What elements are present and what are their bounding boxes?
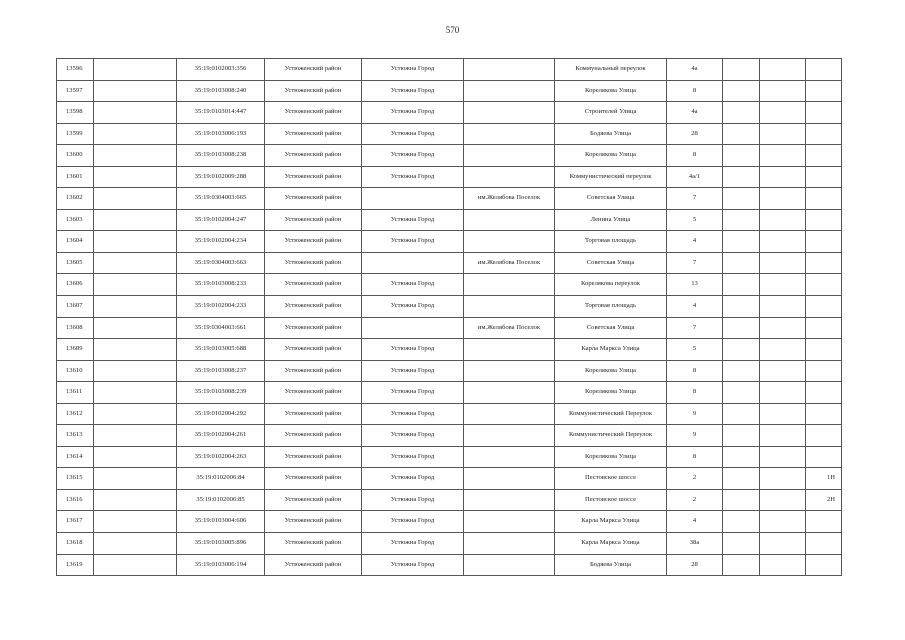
city-cell: Устюжна Город bbox=[362, 403, 464, 425]
record-number-cell: 13608 bbox=[57, 317, 94, 339]
structure-cell bbox=[760, 145, 806, 167]
empty-cell-cell bbox=[94, 339, 177, 361]
cadastral-number-cell: 35:19:0102004:261 bbox=[177, 425, 265, 447]
city-cell: Устюжна Город bbox=[362, 554, 464, 576]
premises-number-cell bbox=[806, 145, 842, 167]
empty-cell-cell bbox=[94, 59, 177, 81]
city-cell: Устюжна Город bbox=[362, 59, 464, 81]
table-row bbox=[57, 296, 842, 318]
premises-number-cell bbox=[806, 511, 842, 533]
house-number-cell: 5 bbox=[667, 209, 723, 231]
settlement-cell bbox=[464, 339, 555, 361]
building-cell bbox=[723, 554, 760, 576]
cadastral-number-cell: 35:19:0103008:237 bbox=[177, 360, 265, 382]
table-row bbox=[57, 511, 842, 533]
cadastral-number-cell: 35:19:0103005:896 bbox=[177, 533, 265, 555]
house-number-cell: 8 bbox=[667, 360, 723, 382]
building-cell bbox=[723, 339, 760, 361]
record-number-cell: 13619 bbox=[57, 554, 94, 576]
building-cell bbox=[723, 188, 760, 210]
cadastral-number-cell: 35:19:0304003:663 bbox=[177, 252, 265, 274]
district-cell: Устюженский район bbox=[265, 231, 362, 253]
building-cell bbox=[723, 145, 760, 167]
table-row bbox=[57, 166, 842, 188]
table-row bbox=[57, 403, 842, 425]
empty-cell-cell bbox=[94, 252, 177, 274]
city-cell: Устюжна Город bbox=[362, 446, 464, 468]
record-number-cell: 13604 bbox=[57, 231, 94, 253]
structure-cell bbox=[760, 425, 806, 447]
building-cell bbox=[723, 296, 760, 318]
settlement-cell bbox=[464, 403, 555, 425]
table-row bbox=[57, 145, 842, 167]
structure-cell bbox=[760, 446, 806, 468]
record-number-cell: 13606 bbox=[57, 274, 94, 296]
structure-cell bbox=[760, 382, 806, 404]
premises-number-cell bbox=[806, 188, 842, 210]
building-cell bbox=[723, 489, 760, 511]
settlement-cell bbox=[464, 102, 555, 124]
cadastral-number-cell: 35:19:0304003:665 bbox=[177, 188, 265, 210]
table-row bbox=[57, 339, 842, 361]
building-cell bbox=[723, 102, 760, 124]
street-cell: Бодяева Улица bbox=[555, 123, 667, 145]
building-cell bbox=[723, 533, 760, 555]
premises-number-cell bbox=[806, 382, 842, 404]
table-row bbox=[57, 188, 842, 210]
record-number-cell: 13600 bbox=[57, 145, 94, 167]
cadastral-number-cell: 35:19:0102006:85 bbox=[177, 489, 265, 511]
settlement-cell bbox=[464, 145, 555, 167]
table-row bbox=[57, 468, 842, 490]
structure-cell bbox=[760, 188, 806, 210]
empty-cell-cell bbox=[94, 231, 177, 253]
premises-number-cell bbox=[806, 554, 842, 576]
district-cell: Устюженский район bbox=[265, 468, 362, 490]
record-number-cell: 13615 bbox=[57, 468, 94, 490]
street-cell: Карла Маркса Улица bbox=[555, 533, 667, 555]
cadastral-number-cell: 35:19:0103006:194 bbox=[177, 554, 265, 576]
table-row bbox=[57, 231, 842, 253]
settlement-cell bbox=[464, 166, 555, 188]
city-cell: Устюжна Город bbox=[362, 274, 464, 296]
premises-number-cell bbox=[806, 403, 842, 425]
cadastral-number-cell: 35:19:0103008:233 bbox=[177, 274, 265, 296]
table-row bbox=[57, 274, 842, 296]
city-cell: Устюжна Город bbox=[362, 339, 464, 361]
premises-number-cell bbox=[806, 80, 842, 102]
empty-cell-cell bbox=[94, 296, 177, 318]
city-cell: Устюжна Город bbox=[362, 360, 464, 382]
street-cell: Пестовское шоссе bbox=[555, 468, 667, 490]
empty-cell-cell bbox=[94, 425, 177, 447]
building-cell bbox=[723, 274, 760, 296]
empty-cell-cell bbox=[94, 382, 177, 404]
settlement-cell: им.Желябова Поселок bbox=[464, 252, 555, 274]
house-number-cell: 8 bbox=[667, 145, 723, 167]
district-cell: Устюженский район bbox=[265, 274, 362, 296]
settlement-cell bbox=[464, 489, 555, 511]
premises-number-cell bbox=[806, 296, 842, 318]
street-cell: Карла Маркса Улица bbox=[555, 339, 667, 361]
street-cell: Торговая площадь bbox=[555, 231, 667, 253]
district-cell: Устюженский район bbox=[265, 533, 362, 555]
empty-cell-cell bbox=[94, 123, 177, 145]
table-row bbox=[57, 317, 842, 339]
building-cell bbox=[723, 446, 760, 468]
empty-cell-cell bbox=[94, 166, 177, 188]
building-cell bbox=[723, 231, 760, 253]
district-cell: Устюженский район bbox=[265, 209, 362, 231]
street-cell: Пестовское шоссе bbox=[555, 489, 667, 511]
street-cell: Корелякова Улица bbox=[555, 382, 667, 404]
premises-number-cell bbox=[806, 252, 842, 274]
settlement-cell bbox=[464, 468, 555, 490]
street-cell: Карла Маркса Улица bbox=[555, 511, 667, 533]
building-cell bbox=[723, 317, 760, 339]
structure-cell bbox=[760, 403, 806, 425]
empty-cell-cell bbox=[94, 403, 177, 425]
building-cell bbox=[723, 403, 760, 425]
record-number-cell: 13617 bbox=[57, 511, 94, 533]
building-cell bbox=[723, 166, 760, 188]
district-cell: Устюженский район bbox=[265, 296, 362, 318]
settlement-cell: им.Желябова Поселок bbox=[464, 317, 555, 339]
record-number-cell: 13601 bbox=[57, 166, 94, 188]
record-number-cell: 13613 bbox=[57, 425, 94, 447]
record-number-cell: 13599 bbox=[57, 123, 94, 145]
record-number-cell: 13616 bbox=[57, 489, 94, 511]
record-number-cell: 13612 bbox=[57, 403, 94, 425]
table-row bbox=[57, 59, 842, 81]
premises-number-cell bbox=[806, 231, 842, 253]
cadastral-number-cell: 35:19:0103006:193 bbox=[177, 123, 265, 145]
city-cell: Устюжна Город bbox=[362, 231, 464, 253]
street-cell: Коммунистический Переулок bbox=[555, 403, 667, 425]
premises-number-cell bbox=[806, 317, 842, 339]
cadastral-number-cell: 35:19:0102003:356 bbox=[177, 59, 265, 81]
building-cell bbox=[723, 382, 760, 404]
house-number-cell: 28 bbox=[667, 554, 723, 576]
district-cell: Устюженский район bbox=[265, 145, 362, 167]
record-number-cell: 13598 bbox=[57, 102, 94, 124]
city-cell: Устюжна Город bbox=[362, 511, 464, 533]
table-row bbox=[57, 489, 842, 511]
street-cell: Корелякова Улица bbox=[555, 446, 667, 468]
structure-cell bbox=[760, 554, 806, 576]
cadastral-number-cell: 35:19:0103008:239 bbox=[177, 382, 265, 404]
house-number-cell: 2 bbox=[667, 489, 723, 511]
building-cell bbox=[723, 123, 760, 145]
structure-cell bbox=[760, 209, 806, 231]
building-cell bbox=[723, 360, 760, 382]
structure-cell bbox=[760, 59, 806, 81]
structure-cell bbox=[760, 511, 806, 533]
street-cell: Советская Улица bbox=[555, 188, 667, 210]
house-number-cell: 4 bbox=[667, 296, 723, 318]
district-cell: Устюженский район bbox=[265, 554, 362, 576]
structure-cell bbox=[760, 274, 806, 296]
building-cell bbox=[723, 252, 760, 274]
house-number-cell: 9 bbox=[667, 403, 723, 425]
building-cell bbox=[723, 80, 760, 102]
empty-cell-cell bbox=[94, 446, 177, 468]
street-cell: Строителей Улица bbox=[555, 102, 667, 124]
empty-cell-cell bbox=[94, 533, 177, 555]
record-number-cell: 13607 bbox=[57, 296, 94, 318]
street-cell: Советская Улица bbox=[555, 317, 667, 339]
settlement-cell bbox=[464, 425, 555, 447]
district-cell: Устюженский район bbox=[265, 80, 362, 102]
page-number: 570 bbox=[445, 25, 460, 35]
table-row bbox=[57, 533, 842, 555]
premises-number-cell bbox=[806, 209, 842, 231]
settlement-cell bbox=[464, 123, 555, 145]
building-cell bbox=[723, 511, 760, 533]
cadastral-number-cell: 35:19:0103004:606 bbox=[177, 511, 265, 533]
record-number-cell: 13614 bbox=[57, 446, 94, 468]
premises-number-cell bbox=[806, 102, 842, 124]
district-cell: Устюженский район bbox=[265, 360, 362, 382]
table-row bbox=[57, 446, 842, 468]
premises-number-cell bbox=[806, 446, 842, 468]
premises-number-cell: 2Н bbox=[806, 489, 842, 511]
district-cell: Устюженский район bbox=[265, 252, 362, 274]
cadastral-number-cell: 35:19:0103014:447 bbox=[177, 102, 265, 124]
record-number-cell: 13618 bbox=[57, 533, 94, 555]
settlement-cell bbox=[464, 360, 555, 382]
record-number-cell: 13609 bbox=[57, 339, 94, 361]
empty-cell-cell bbox=[94, 554, 177, 576]
city-cell: Устюжна Город bbox=[362, 209, 464, 231]
table-row bbox=[57, 80, 842, 102]
cadastral-number-cell: 35:19:0102006:84 bbox=[177, 468, 265, 490]
empty-cell-cell bbox=[94, 468, 177, 490]
city-cell: Устюжна Город bbox=[362, 102, 464, 124]
house-number-cell: 38а bbox=[667, 533, 723, 555]
settlement-cell bbox=[464, 382, 555, 404]
city-cell: Устюжна Город bbox=[362, 489, 464, 511]
district-cell: Устюженский район bbox=[265, 317, 362, 339]
district-cell: Устюженский район bbox=[265, 188, 362, 210]
city-cell: Устюжна Город bbox=[362, 123, 464, 145]
empty-cell-cell bbox=[94, 188, 177, 210]
building-cell bbox=[723, 209, 760, 231]
structure-cell bbox=[760, 102, 806, 124]
premises-number-cell bbox=[806, 166, 842, 188]
street-cell: Торговая площадь bbox=[555, 296, 667, 318]
table-row bbox=[57, 102, 842, 124]
empty-cell-cell bbox=[94, 360, 177, 382]
city-cell: Устюжна Город bbox=[362, 425, 464, 447]
premises-number-cell bbox=[806, 533, 842, 555]
district-cell: Устюженский район bbox=[265, 489, 362, 511]
city-cell: Устюжна Город bbox=[362, 533, 464, 555]
settlement-cell bbox=[464, 296, 555, 318]
table-row bbox=[57, 554, 842, 576]
structure-cell bbox=[760, 360, 806, 382]
premises-number-cell bbox=[806, 339, 842, 361]
empty-cell-cell bbox=[94, 317, 177, 339]
street-cell: Ленина Улица bbox=[555, 209, 667, 231]
district-cell: Устюженский район bbox=[265, 446, 362, 468]
registry-table bbox=[56, 58, 842, 576]
empty-cell-cell bbox=[94, 102, 177, 124]
district-cell: Устюженский район bbox=[265, 382, 362, 404]
record-number-cell: 13602 bbox=[57, 188, 94, 210]
street-cell: Корелякова Улица bbox=[555, 145, 667, 167]
cadastral-number-cell: 35:19:0102004:233 bbox=[177, 296, 265, 318]
building-cell bbox=[723, 425, 760, 447]
premises-number-cell bbox=[806, 360, 842, 382]
city-cell bbox=[362, 252, 464, 274]
street-cell: Корелякова переулок bbox=[555, 274, 667, 296]
house-number-cell: 4а bbox=[667, 59, 723, 81]
house-number-cell: 13 bbox=[667, 274, 723, 296]
street-cell: Коммунистический Переулок bbox=[555, 425, 667, 447]
city-cell bbox=[362, 188, 464, 210]
table-row bbox=[57, 360, 842, 382]
premises-number-cell bbox=[806, 59, 842, 81]
record-number-cell: 13596 bbox=[57, 59, 94, 81]
street-cell: Корелякова Улица bbox=[555, 360, 667, 382]
house-number-cell: 28 bbox=[667, 123, 723, 145]
street-cell: Корелякова Улица bbox=[555, 80, 667, 102]
record-number-cell: 13597 bbox=[57, 80, 94, 102]
house-number-cell: 4а/1 bbox=[667, 166, 723, 188]
building-cell bbox=[723, 468, 760, 490]
record-number-cell: 13605 bbox=[57, 252, 94, 274]
settlement-cell bbox=[464, 274, 555, 296]
structure-cell bbox=[760, 339, 806, 361]
settlement-cell bbox=[464, 80, 555, 102]
table-row bbox=[57, 209, 842, 231]
record-number-cell: 13611 bbox=[57, 382, 94, 404]
city-cell: Устюжна Город bbox=[362, 80, 464, 102]
structure-cell bbox=[760, 166, 806, 188]
house-number-cell: 7 bbox=[667, 252, 723, 274]
cadastral-number-cell: 35:19:0102004:234 bbox=[177, 231, 265, 253]
table-row bbox=[57, 123, 842, 145]
table-row bbox=[57, 425, 842, 447]
cadastral-number-cell: 35:19:0304003:661 bbox=[177, 317, 265, 339]
record-number-cell: 13603 bbox=[57, 209, 94, 231]
empty-cell-cell bbox=[94, 209, 177, 231]
table-row bbox=[57, 382, 842, 404]
house-number-cell: 8 bbox=[667, 446, 723, 468]
cadastral-number-cell: 35:19:0102004:247 bbox=[177, 209, 265, 231]
empty-cell-cell bbox=[94, 274, 177, 296]
settlement-cell bbox=[464, 209, 555, 231]
district-cell: Устюженский район bbox=[265, 403, 362, 425]
house-number-cell: 5 bbox=[667, 339, 723, 361]
district-cell: Устюженский район bbox=[265, 102, 362, 124]
premises-number-cell bbox=[806, 274, 842, 296]
structure-cell bbox=[760, 231, 806, 253]
house-number-cell: 8 bbox=[667, 382, 723, 404]
cadastral-number-cell: 35:19:0103008:238 bbox=[177, 145, 265, 167]
settlement-cell: им.Желябова Поселок bbox=[464, 188, 555, 210]
cadastral-number-cell: 35:19:0102004:292 bbox=[177, 403, 265, 425]
district-cell: Устюженский район bbox=[265, 166, 362, 188]
city-cell: Устюжна Город bbox=[362, 145, 464, 167]
house-number-cell: 4а bbox=[667, 102, 723, 124]
empty-cell-cell bbox=[94, 489, 177, 511]
building-cell bbox=[723, 59, 760, 81]
city-cell bbox=[362, 317, 464, 339]
premises-number-cell: 1Н bbox=[806, 468, 842, 490]
structure-cell bbox=[760, 123, 806, 145]
street-cell: Бодяева Улица bbox=[555, 554, 667, 576]
structure-cell bbox=[760, 533, 806, 555]
house-number-cell: 4 bbox=[667, 511, 723, 533]
structure-cell bbox=[760, 317, 806, 339]
premises-number-cell bbox=[806, 425, 842, 447]
district-cell: Устюженский район bbox=[265, 59, 362, 81]
house-number-cell: 7 bbox=[667, 188, 723, 210]
house-number-cell: 8 bbox=[667, 80, 723, 102]
structure-cell bbox=[760, 468, 806, 490]
structure-cell bbox=[760, 80, 806, 102]
structure-cell bbox=[760, 296, 806, 318]
empty-cell-cell bbox=[94, 80, 177, 102]
city-cell: Устюжна Город bbox=[362, 296, 464, 318]
house-number-cell: 7 bbox=[667, 317, 723, 339]
settlement-cell bbox=[464, 554, 555, 576]
registry-body bbox=[57, 59, 842, 576]
district-cell: Устюженский район bbox=[265, 123, 362, 145]
record-number-cell: 13610 bbox=[57, 360, 94, 382]
empty-cell-cell bbox=[94, 145, 177, 167]
settlement-cell bbox=[464, 511, 555, 533]
city-cell: Устюжна Город bbox=[362, 468, 464, 490]
premises-number-cell bbox=[806, 123, 842, 145]
settlement-cell bbox=[464, 446, 555, 468]
structure-cell bbox=[760, 252, 806, 274]
house-number-cell: 4 bbox=[667, 231, 723, 253]
district-cell: Устюженский район bbox=[265, 511, 362, 533]
table-row bbox=[57, 252, 842, 274]
district-cell: Устюженский район bbox=[265, 425, 362, 447]
cadastral-number-cell: 35:19:0103005:688 bbox=[177, 339, 265, 361]
city-cell: Устюжна Город bbox=[362, 382, 464, 404]
settlement-cell bbox=[464, 59, 555, 81]
city-cell: Устюжна Город bbox=[362, 166, 464, 188]
street-cell: Коммунистический переулок bbox=[555, 166, 667, 188]
cadastral-number-cell: 35:19:0102009:288 bbox=[177, 166, 265, 188]
cadastral-number-cell: 35:19:0102004:263 bbox=[177, 446, 265, 468]
house-number-cell: 9 bbox=[667, 425, 723, 447]
structure-cell bbox=[760, 489, 806, 511]
street-cell: Советская Улица bbox=[555, 252, 667, 274]
house-number-cell: 2 bbox=[667, 468, 723, 490]
cadastral-number-cell: 35:19:0103008:240 bbox=[177, 80, 265, 102]
empty-cell-cell bbox=[94, 511, 177, 533]
district-cell: Устюженский район bbox=[265, 339, 362, 361]
settlement-cell bbox=[464, 533, 555, 555]
street-cell: Коммунальный переулок bbox=[555, 59, 667, 81]
settlement-cell bbox=[464, 231, 555, 253]
